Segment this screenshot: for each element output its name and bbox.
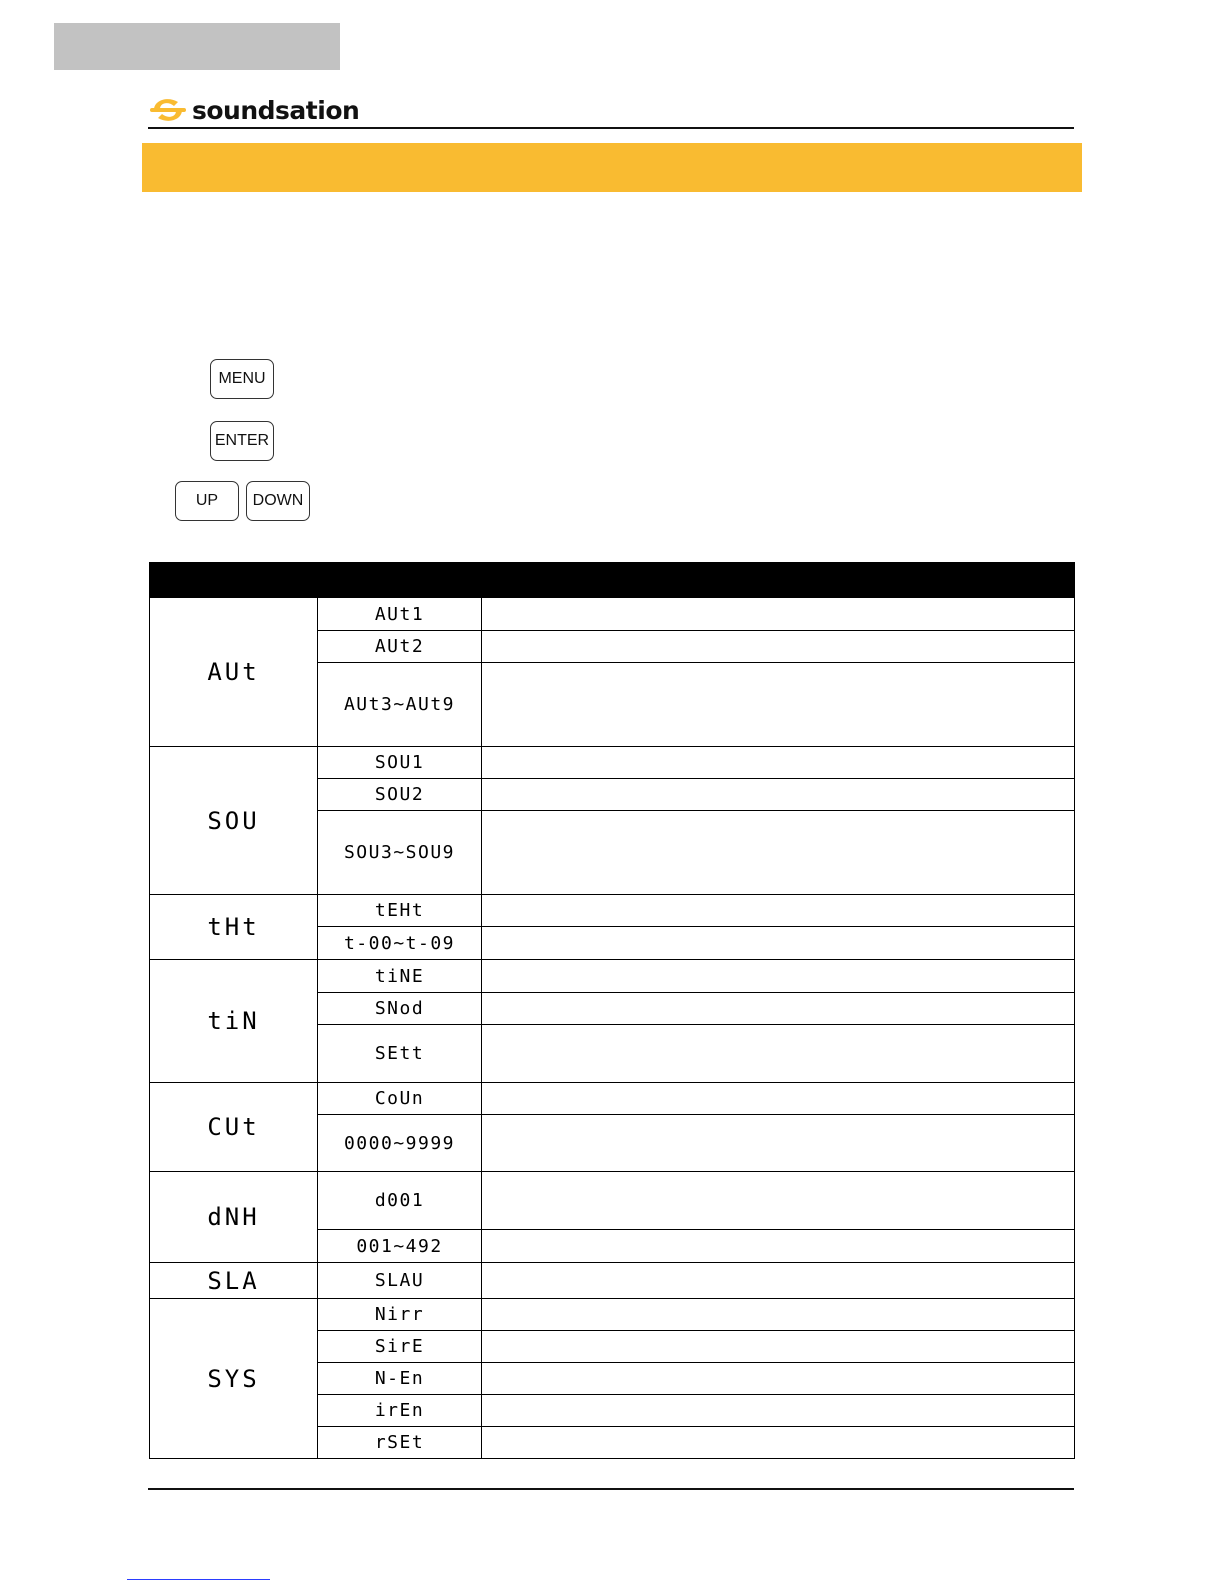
table-row [150, 1263, 1075, 1299]
down-key: DOWN [246, 481, 310, 521]
menu-sub-item: tiNE [318, 960, 482, 993]
menu-sub-item: d001 [318, 1172, 482, 1230]
menu-main-item: AUt [150, 598, 318, 747]
menu-description [482, 631, 1075, 663]
menu-description [482, 1230, 1075, 1263]
menu-description [482, 747, 1075, 779]
menu-description [482, 1115, 1075, 1172]
menu-sub-item: SOU3~SOU9 [318, 811, 482, 895]
table-row [150, 1172, 1075, 1230]
table-row [150, 747, 1075, 779]
menu-main-item: tiN [150, 960, 318, 1083]
footer-link-underline[interactable] [127, 1579, 270, 1580]
menu-sub-item: 001~492 [318, 1230, 482, 1263]
menu-main-item: SOU [150, 747, 318, 895]
menu-key: MENU [210, 359, 274, 399]
section-title-bar [142, 143, 1082, 192]
menu-description [482, 1299, 1075, 1331]
menu-sub-item: rSEt [318, 1427, 482, 1459]
menu-sub-item: t-00~t-09 [318, 927, 482, 960]
menu-main-item: dNH [150, 1172, 318, 1263]
menu-description [482, 598, 1075, 631]
menu-main-item: tHt [150, 895, 318, 960]
menu-sub-item: SOU1 [318, 747, 482, 779]
menu-description [482, 895, 1075, 927]
menu-main-item: CUt [150, 1083, 318, 1172]
enter-key: ENTER [210, 421, 274, 461]
table-row [150, 1299, 1075, 1331]
menu-description [482, 1025, 1075, 1083]
table-header-cell [150, 563, 318, 598]
menu-main-item: SLA [150, 1263, 318, 1299]
menu-sub-item: tEHt [318, 895, 482, 927]
menu-description [482, 927, 1075, 960]
table-row [150, 895, 1075, 927]
menu-sub-item: CoUn [318, 1083, 482, 1115]
header-divider [148, 127, 1074, 129]
menu-sub-item: Nirr [318, 1299, 482, 1331]
menu-description [482, 1263, 1075, 1299]
menu-sub-item: irEn [318, 1395, 482, 1427]
menu-sub-item: AUt2 [318, 631, 482, 663]
menu-description [482, 1395, 1075, 1427]
brand-logo [148, 92, 359, 128]
table-row [150, 960, 1075, 993]
header-tab-placeholder [54, 23, 340, 70]
soundsation-logo-icon [148, 94, 188, 126]
menu-sub-item: AUt1 [318, 598, 482, 631]
menu-sub-item: SNod [318, 993, 482, 1025]
table-row [150, 598, 1075, 631]
menu-sub-item: SEtt [318, 1025, 482, 1083]
brand-name: soundsation [192, 95, 360, 125]
menu-sub-item: SOU2 [318, 779, 482, 811]
menu-description [482, 1172, 1075, 1230]
menu-description [482, 779, 1075, 811]
menu-main-item: SYS [150, 1299, 318, 1459]
menu-description [482, 1331, 1075, 1363]
menu-description [482, 1427, 1075, 1459]
table-header-row [150, 563, 1075, 598]
menu-description [482, 1083, 1075, 1115]
menu-description [482, 1363, 1075, 1395]
table-header-cell [482, 563, 1075, 598]
up-key: UP [175, 481, 239, 521]
menu-description [482, 811, 1075, 895]
menu-sub-item: AUt3~AUt9 [318, 663, 482, 747]
menu-sub-item: SLAU [318, 1263, 482, 1299]
menu-sub-item: 0000~9999 [318, 1115, 482, 1172]
menu-structure-table [149, 562, 1075, 1459]
footer-divider [148, 1488, 1074, 1490]
menu-sub-item: N-En [318, 1363, 482, 1395]
table-header-cell [318, 563, 482, 598]
table-row [150, 1083, 1075, 1115]
menu-description [482, 960, 1075, 993]
menu-sub-item: SirE [318, 1331, 482, 1363]
menu-description [482, 663, 1075, 747]
menu-description [482, 993, 1075, 1025]
